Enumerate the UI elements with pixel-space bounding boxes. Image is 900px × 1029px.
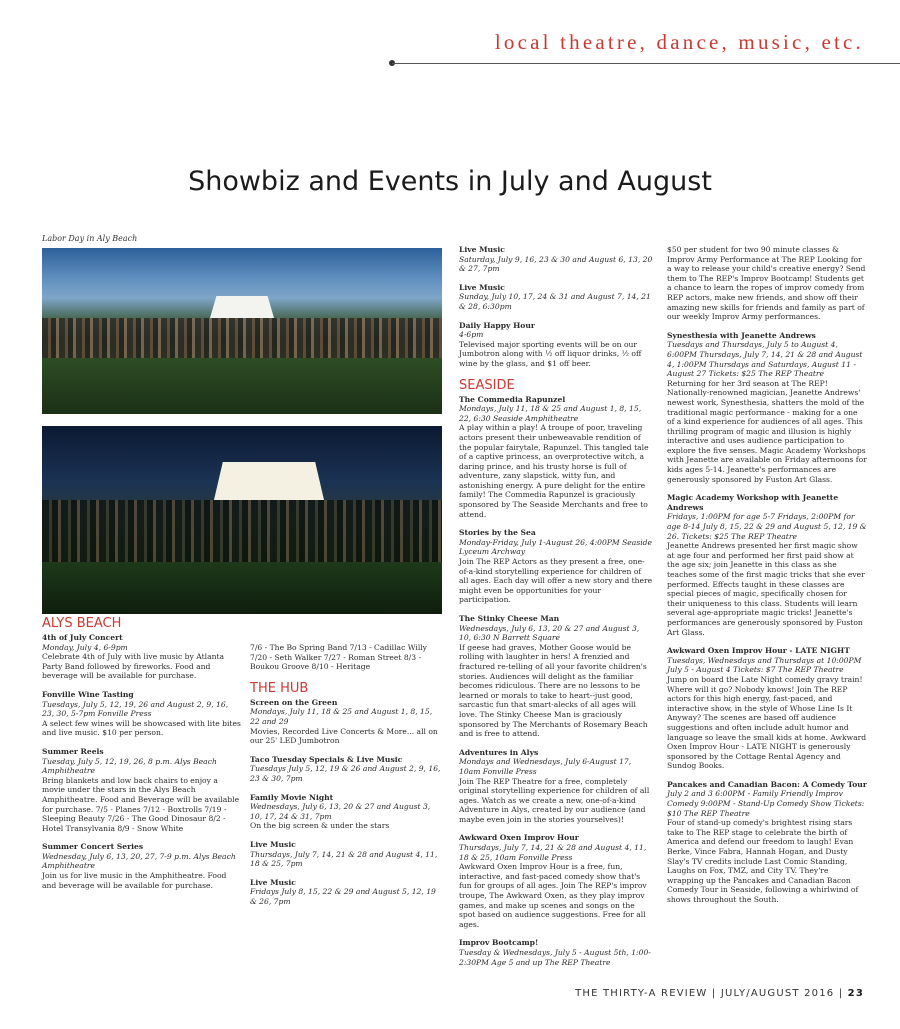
section-heading-seaside: SEASIDE xyxy=(459,377,515,393)
event-details: Monday-Friday, July 1-August 26, 4:00PM Seaside Lyceum Archway xyxy=(459,537,653,557)
event-details: Tuesday & Wednesdays, July 5 - August 5th, 1:00-2:30PM Age 5 and up The REP Theatre xyxy=(459,948,651,967)
event-description: A select few wines will be showcased with lite bites and live music. $10 per person. xyxy=(42,718,241,738)
event-details: Wednesday, July 6, 13, 20, 27, 7-9 p.m. Alys Beach Amphitheatre xyxy=(42,851,236,871)
event-item xyxy=(459,528,653,605)
page-title: Showbiz and Events in July and August xyxy=(188,166,712,197)
event-details: Mondays and Wednesdays, July 6-August 17, 10am Fonville Press xyxy=(459,757,632,776)
event-description: Jeanette Andrews presented her first magic show at age four and performed her first paid show at the age six; join Jeanette in this class as she teaches some of the first magic tricks that she ever performed. Effects taught in these classes are special pieces of magic, specifically chosen for their uniqueness to this class. Students will learn several age-appropriate magic tricks! Jeanette's performances are generously sponsored by Fuston Art Glass. xyxy=(667,541,865,637)
photo-beach-lawn-crowd xyxy=(42,248,442,414)
event-description: A play within a play! A troupe of poor, traveling actors present their unbeweavable rendition of the popular fairytale, Rapunzel. This tangled tale of a captive princess, an overprotective witch, a daring prince, and his trusty horse is full of adventure, zany slapstick, witty fun, and astonishing energy. A pure delight for the entire family! The Commedia Rapunzel is graciously sponsored by The Seaside Merchants and free to attend. xyxy=(459,423,649,519)
event-details: Tuesdays and Thursdays, July 5 to August 4, 6:00PM Thursdays, July 7, 14, 21 & 28 and August 4, 1:00PM Thursdays and Saturdays, August 11 - August 27 Tickets: $25 The REP Theatre xyxy=(667,340,863,379)
footer-publication: THE THIRTY-A REVIEW | JULY/AUGUST 2016 | xyxy=(575,988,844,999)
section-heading-alys-beach: ALYS BEACH xyxy=(42,616,122,631)
event-item xyxy=(667,245,867,322)
event-details: Wednesdays, July 6, 13, 20 & 27 and August 3, 10, 17, 24 & 31, 7pm xyxy=(250,802,431,821)
event-description: Movies, Recorded Live Concerts & More... all on our 25' LED Jumbotron xyxy=(250,726,438,746)
event-details: Thursdays, July 7, 14, 21 & 28 and August 4, 11, 18 & 25, 10am Fonville Press xyxy=(459,843,647,862)
column-4 xyxy=(667,245,867,914)
event-item xyxy=(42,842,242,890)
event-description: Four of stand-up comedy's brightest rising stars take to The REP stage to celebrate the birth of America and defend our freedom to laugh! Evan Berke, Vince Fabra, Hannah Hogan, and Dusty Slay's TV credits include Last Comic Standing, Laughs on Fox, TMZ, and City TV. They're wrapping up the Pancakes and Canadian Bacon Comedy Tour in Seaside, following a whirlwind of shows throughout the South. xyxy=(667,818,859,904)
column-1 xyxy=(42,616,242,899)
event-description: $50 per student for two 90 minute classes & Improv Army Performance at The REP Looking for a way to release your child's creative energy? Send them to The REP's Improv Bootcamp! Students get a chance to learn the ropes of improv comedy from REP actors, make new friends, and show off their amazing new skills for friends and family as part of our weekly Improv Army performances. xyxy=(667,245,866,322)
event-item xyxy=(459,614,653,739)
event-item xyxy=(459,833,653,929)
event-description: Televised major sporting events will be on our Jumbotron along with ½ off liquor drinks, ½ off wine by the glass, and $1 off beer. xyxy=(459,339,642,368)
event-details: Monday, July 4, 6-9pm xyxy=(42,642,128,652)
event-description: Bring blankets and low back chairs to enjoy a movie under the stars in the Alys Beach Amphitheatre. Food and Beverage will be available for purchase. 7/5 - Planes 7/12 - Boxtrolls 7/19 - Sleeping Beauty 7/26 - The Good Dinosaur 8/2 - Hotel Transylvania 8/9 - Snow White xyxy=(42,775,240,833)
event-details: Fridays, 1:00PM for age 5-7 Fridays, 2:00PM for age 8-14 July 8, 15, 22 & 29 and August 5, 12, 19 & 26. Tickets: $25 The REP Theatre xyxy=(667,512,867,541)
event-description: Returning for her 3rd season at The REP! Nationally-renowned magician, Jeanette Andrews' newest work, Synesthesia, shatters the mold of the traditional magic performance - making for a one of a kind experience for audiences of all ages. This thrilling program of magic and illusion is highly interactive and uses audience participation to explore the five senses. Magic Academy Workshops with Jeanette are available on Friday afternoons for kids ages 5-14. Jeanette's performances are generously sponsored by Fuston Art Glass. xyxy=(667,378,867,484)
event-title: Taco Tuesday Specials & Live Music xyxy=(250,754,403,764)
event-item xyxy=(250,793,442,831)
event-item xyxy=(42,633,242,681)
event-item xyxy=(667,646,867,771)
event-title: Magic Academy Workshop with Jeanette Andrews xyxy=(667,493,839,512)
event-details: Tuesdays, Wednesdays and Thursdays at 10:00PM July 5 - August 4 Tickets: $7 The REP Theatre xyxy=(667,655,862,675)
event-title: Awkward Oxen Improv Hour xyxy=(459,833,579,843)
event-item xyxy=(459,938,653,967)
event-title: Improv Bootcamp! xyxy=(459,938,539,948)
event-title: The Commedia Rapunzel xyxy=(459,394,566,404)
event-item xyxy=(459,395,653,520)
event-details: Saturday, July 9, 16, 23 & 30 and August 6, 13, 20 & 27, 7pm xyxy=(459,254,653,274)
event-item xyxy=(667,780,867,905)
event-title: Fonville Wine Tasting xyxy=(42,689,134,699)
event-details: Thursdays, July 7, 14, 21 & 28 and August 4, 11, 18 & 25, 7pm xyxy=(250,849,438,869)
event-description: On the big screen & under the stars xyxy=(250,821,390,831)
event-details: Fridays July 8, 15, 22 & 29 and August 5, 12, 19 & 26, 7pm xyxy=(250,887,436,906)
event-item xyxy=(667,493,867,637)
event-title: Synesthesia with Jeanette Andrews xyxy=(667,330,816,340)
event-details: Wednesdays, July 6, 13, 20 & 27 and August 3, 10, 6:30 N Barrett Square xyxy=(459,623,640,643)
event-title: Live Music xyxy=(250,839,296,849)
event-description: If geese had graves, Mother Goose would be rolling with laughter in hers! A frenzied and fractured re-telling of all your favorite children's stories. Audiences will delight as the familiar becomes ridiculous. There are no lessons to be learned or morals to take to heart--just good, sarcastic fun that smart-alecks of all ages will love. The Stinky Cheese Man is graciously sponsored by The Merchants of Rosemary Beach and is free to attend. xyxy=(459,642,648,739)
event-description: Join us for live music in the Amphitheatre. Food and beverage will be available for purchase. xyxy=(42,871,227,890)
event-title: 4th of July Concert xyxy=(42,633,123,642)
event-title: The Stinky Cheese Man xyxy=(459,614,560,623)
event-details: Tuesdays, July 5, 12, 19, 26 and August 2, 9, 16, 23, 30, 5-7pm Fonville Press xyxy=(42,699,229,719)
event-details: Sunday, July 10, 17, 24 & 31 and August 7, 14, 21 & 28, 6:30pm xyxy=(459,292,651,311)
event-description: Jump on board the Late Night comedy gravy train! Where will it go? Nobody knows! Join The REP actors for this high energy, fast-paced, and interactive show, in the style of Whose Line Is It Anyway? The scenes are based off audience suggestions and often include adult humor and language so leave the small kids at home. Awkward Oxen Improv Hour - LATE NIGHT is generously sponsored by the Cottage Rental Agency and Sundog Books. xyxy=(667,674,867,771)
event-item xyxy=(459,321,653,369)
event-title: Adventures in Alys xyxy=(459,747,539,757)
event-details: Mondays, July 11, 18 & 25 and August 1, 8, 15, 22, 6:30 Seaside Amphitheatre xyxy=(459,404,642,423)
event-title: Live Music xyxy=(459,282,505,292)
event-title: Family Movie Night xyxy=(250,792,334,802)
event-title: Live Music xyxy=(250,877,296,887)
event-item xyxy=(250,755,442,784)
event-title: Stories by the Sea xyxy=(459,528,536,538)
section-header: local theatre, dance, music, etc. xyxy=(494,30,864,54)
event-description: Join The REP Actors as they present a free, one-of-a-kind storytelling experience for children of all ages. Each day will offer a new story and there might even be opportunities for your participation. xyxy=(459,557,653,605)
event-title: Screen on the Green xyxy=(250,697,338,707)
header-rule xyxy=(392,63,900,64)
event-item xyxy=(42,747,242,833)
event-description: Celebrate 4th of July with live music by Atlanta Party Band followed by fireworks. Food and beverage will be available for purchase. xyxy=(42,652,225,681)
event-title: Live Music xyxy=(459,245,505,254)
event-details: 4-6pm xyxy=(459,330,484,340)
event-item xyxy=(459,245,653,274)
page-footer xyxy=(575,988,864,999)
page-number: 23 xyxy=(847,988,864,999)
event-item xyxy=(250,840,442,869)
event-item xyxy=(250,878,442,907)
event-item xyxy=(667,331,867,485)
photo-caption: Labor Day in Aly Beach xyxy=(42,234,138,243)
event-title: Pancakes and Canadian Bacon: A Comedy Tour xyxy=(667,779,867,789)
event-details: Tuesdays July 5, 12, 19 & 26 and August 2, 9, 16, 23 & 30, 7pm xyxy=(250,764,441,783)
event-item xyxy=(459,748,653,825)
event-description: Join The REP Theatre for a free, completely original storytelling experience for children of all ages. Watch as we create a new, one-of-a-kind Adventure in Alys, created by our audience (and maybe even join in the stories yourselves)! xyxy=(459,776,650,824)
event-title: Summer Reels xyxy=(42,746,104,756)
event-details: Mondays, July 11, 18 & 25 and August 1, 8, 15, 22 and 29 xyxy=(250,707,433,726)
event-title: Summer Concert Series xyxy=(42,842,144,852)
section-heading-the-hub: THE HUB xyxy=(250,680,309,696)
event-item xyxy=(42,690,242,738)
column-3 xyxy=(459,245,653,976)
event-description: Awkward Oxen Improv Hour is a free, fun, interactive, and fast-paced comedy show that's fun for groups of all ages. Join The REP's improv troupe, The Awkward Oxen, as they play improv games, and make up scenes and songs on the spot based on audience suggestions. Free for all ages. xyxy=(459,862,647,929)
event-title: Awkward Oxen Improv Hour - LATE NIGHT xyxy=(667,646,850,656)
concert-lineup: 7/6 - The Bo Spring Band 7/13 - Cadillac Willy 7/20 - Seth Walker 7/27 - Roman Street 8/3 - Boukou Groove 8/10 - Heritage xyxy=(250,643,427,672)
event-title: Daily Happy Hour xyxy=(459,320,535,330)
event-item xyxy=(459,283,653,312)
event-item xyxy=(250,698,442,746)
column-2 xyxy=(250,643,442,915)
photo-night-concert xyxy=(42,426,442,614)
event-item xyxy=(250,643,442,672)
event-details: Tuesday, July 5, 12, 19, 26, 8 p.m. Alys Beach Amphitheatre xyxy=(42,756,217,776)
event-details: July 2 and 3 6:00PM - Family Friendly Improv Comedy 9:00PM - Stand-Up Comedy Show Tickets: $10 The REP Theatre xyxy=(667,789,865,818)
